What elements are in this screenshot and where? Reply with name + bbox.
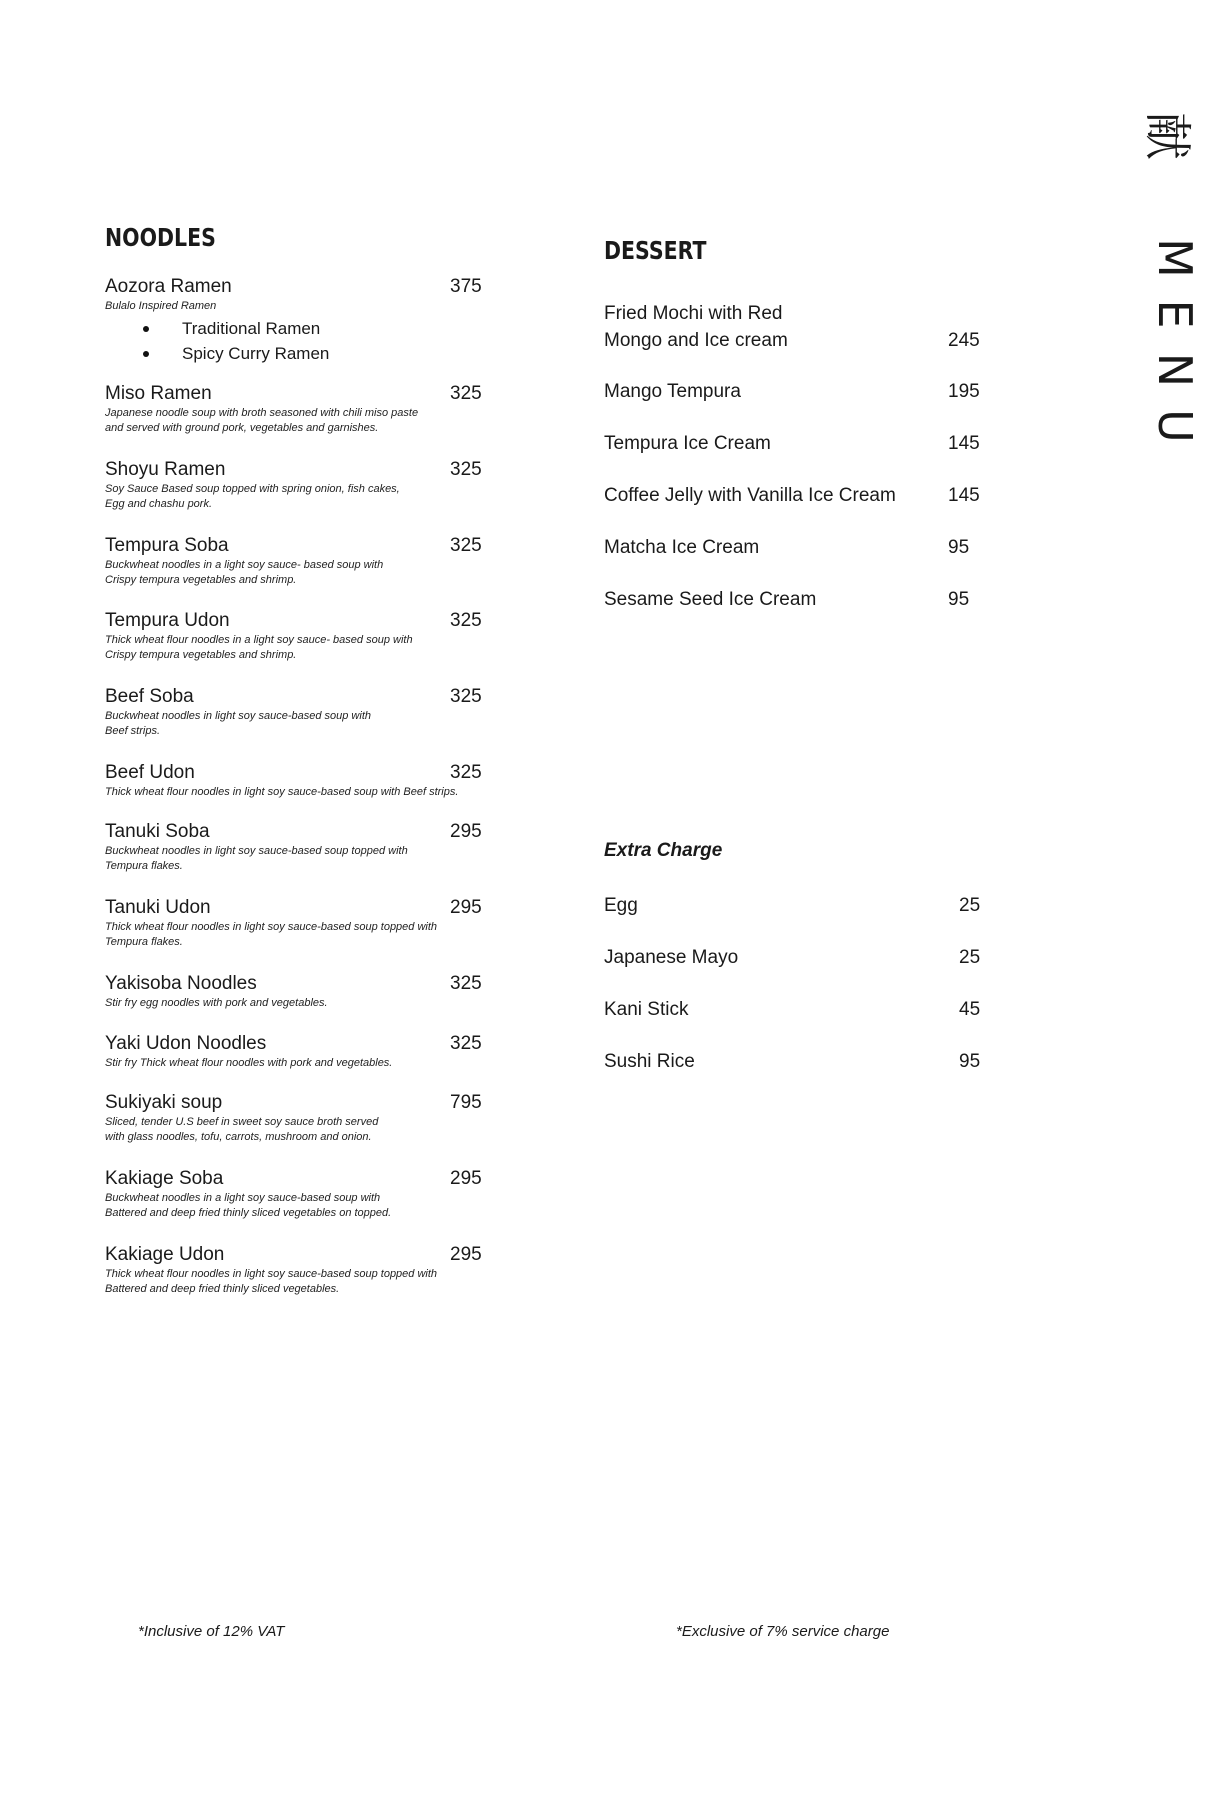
item-name: Shoyu Ramen	[105, 459, 226, 480]
item-name: Mango Tempura	[604, 381, 741, 402]
item-name: Fried Mochi with Red Mongo and Ice cream	[604, 303, 788, 351]
menu-letter: N	[1148, 352, 1202, 388]
item-name: Tempura Soba	[105, 535, 229, 556]
menu-item	[105, 535, 505, 588]
item-description: Stir fry Thick wheat flour noodles with pork and vegetables.	[105, 1057, 393, 1069]
item-name: Sukiyaki soup	[105, 1092, 223, 1113]
dessert-item	[604, 482, 984, 509]
dessert-section-title: DESSERT	[604, 236, 707, 265]
service-charge-footnote: *Exclusive of 7% service charge	[676, 1623, 890, 1640]
item-name: Sesame Seed Ice Cream	[604, 589, 817, 610]
menu-item	[105, 1168, 505, 1221]
item-name: Beef Udon	[105, 762, 195, 783]
item-price: 325	[450, 973, 482, 994]
item-price: 195	[948, 381, 980, 402]
item-price: 325	[450, 1033, 482, 1054]
item-price: 95	[959, 1051, 981, 1072]
menu-item	[105, 973, 505, 1011]
menu-item	[105, 897, 505, 950]
item-name: Egg	[604, 895, 638, 916]
item-name: Tanuki Udon	[105, 897, 211, 918]
item-name: Matcha Ice Cream	[604, 537, 760, 558]
item-price: 325	[450, 686, 482, 707]
item-name: Yaki Udon Noodles	[105, 1033, 267, 1054]
menu-item	[105, 1244, 505, 1297]
dessert-item	[604, 534, 984, 561]
menu-letter: E	[1148, 299, 1202, 329]
item-name: Beef Soba	[105, 686, 194, 707]
kanji-logo: 献	[1139, 111, 1195, 160]
dessert-item	[604, 586, 984, 613]
menu-item	[105, 1092, 505, 1145]
item-name: Coffee Jelly with Vanilla Ice Cream	[604, 485, 896, 506]
item-price: 325	[450, 459, 482, 480]
dessert-item	[604, 378, 984, 405]
variant-item	[105, 341, 505, 366]
item-name: Tempura Ice Cream	[604, 433, 771, 454]
variant-label: Spicy Curry Ramen	[182, 344, 330, 363]
item-description: Thick wheat flour noodles in light soy sauce-based soup topped with Tempura flakes.	[105, 921, 438, 948]
menu-item	[105, 821, 505, 874]
item-description: Buckwheat noodles in light soy sauce-based soup with Beef strips.	[105, 710, 371, 737]
item-price: 245	[948, 330, 980, 351]
item-description: Soy Sauce Based soup topped with spring onion, fish cakes, Egg and chashu pork.	[105, 483, 400, 510]
menu-item	[105, 383, 505, 436]
menu-item	[105, 762, 525, 800]
noodles-section-title: NOODLES	[105, 223, 216, 252]
item-name: Miso Ramen	[105, 383, 212, 404]
item-name: Kani Stick	[604, 999, 689, 1020]
item-description: Buckwheat noodles in a light soy sauce-based soup with Battered and deep fried thinly sliced vegetables on topped.	[105, 1192, 392, 1219]
item-description: Japanese noodle soup with broth seasoned with chili miso paste and served with ground pork, vegetables and garnishes.	[105, 407, 419, 434]
item-price: 145	[948, 433, 980, 454]
vertical-menu-title	[1150, 230, 1200, 454]
menu-item	[105, 610, 505, 663]
extra-item	[604, 892, 984, 919]
item-name: Kakiage Soba	[105, 1168, 224, 1189]
item-description: Thick wheat flour noodles in a light soy sauce- based soup with Crispy tempura vegetables and shrimp.	[105, 634, 413, 661]
menu-item	[105, 459, 505, 512]
item-price: 25	[959, 895, 981, 916]
variant-label: Traditional Ramen	[182, 319, 321, 338]
extra-item	[604, 944, 984, 971]
bullet-icon	[143, 326, 149, 332]
bullet-icon	[143, 351, 149, 357]
dessert-item	[604, 430, 984, 457]
extra-item	[604, 996, 984, 1023]
extra-charge-title: Extra Charge	[604, 840, 723, 861]
extra-item	[604, 1048, 984, 1075]
item-price: 45	[959, 999, 981, 1020]
item-price: 95	[948, 537, 970, 558]
menu-letter: U	[1148, 409, 1202, 443]
item-description: Thick wheat flour noodles in light soy sauce-based soup with Beef strips.	[105, 786, 459, 798]
item-name: Yakisoba Noodles	[105, 973, 257, 994]
item-name: Kakiage Udon	[105, 1244, 225, 1265]
item-name: Aozora Ramen	[105, 276, 232, 297]
item-name: Sushi Rice	[604, 1051, 695, 1072]
variant-list	[105, 316, 505, 366]
item-name: Tanuki Soba	[105, 821, 210, 842]
menu-item-aozora-ramen	[105, 276, 505, 366]
item-price: 145	[948, 485, 980, 506]
item-description: Thick wheat flour noodles in light soy sauce-based soup topped with Battered and deep fried thinly sliced vegetables.	[105, 1268, 438, 1295]
item-description: Bulalo Inspired Ramen	[105, 300, 217, 312]
item-name: Japanese Mayo	[604, 947, 739, 968]
variant-item	[105, 316, 505, 341]
item-price: 325	[450, 383, 482, 404]
item-description: Stir fry egg noodles with pork and vegetables.	[105, 997, 328, 1009]
item-price: 25	[959, 947, 981, 968]
item-name: Tempura Udon	[105, 610, 230, 631]
item-description: Buckwheat noodles in light soy sauce-based soup topped with Tempura flakes.	[105, 845, 408, 872]
item-description: Sliced, tender U.S beef in sweet soy sauce broth served with glass noodles, tofu, carrots, mushroom and onion.	[105, 1116, 379, 1143]
dessert-item	[604, 300, 984, 354]
item-price: 795	[450, 1092, 482, 1113]
item-price: 295	[450, 1168, 482, 1189]
menu-item	[105, 686, 505, 739]
item-price: 325	[450, 535, 482, 556]
vat-footnote: *Inclusive of 12% VAT	[138, 1623, 285, 1640]
item-price: 325	[450, 762, 482, 783]
item-description: Buckwheat noodles in a light soy sauce- based soup with Crispy tempura vegetables and shrimp.	[105, 559, 384, 586]
item-price: 295	[450, 897, 482, 918]
item-price: 375	[450, 276, 482, 297]
item-price: 295	[450, 821, 482, 842]
menu-item	[105, 1033, 505, 1071]
menu-letter: M	[1148, 238, 1202, 278]
item-price: 95	[948, 589, 970, 610]
item-price: 295	[450, 1244, 482, 1265]
item-price: 325	[450, 610, 482, 631]
